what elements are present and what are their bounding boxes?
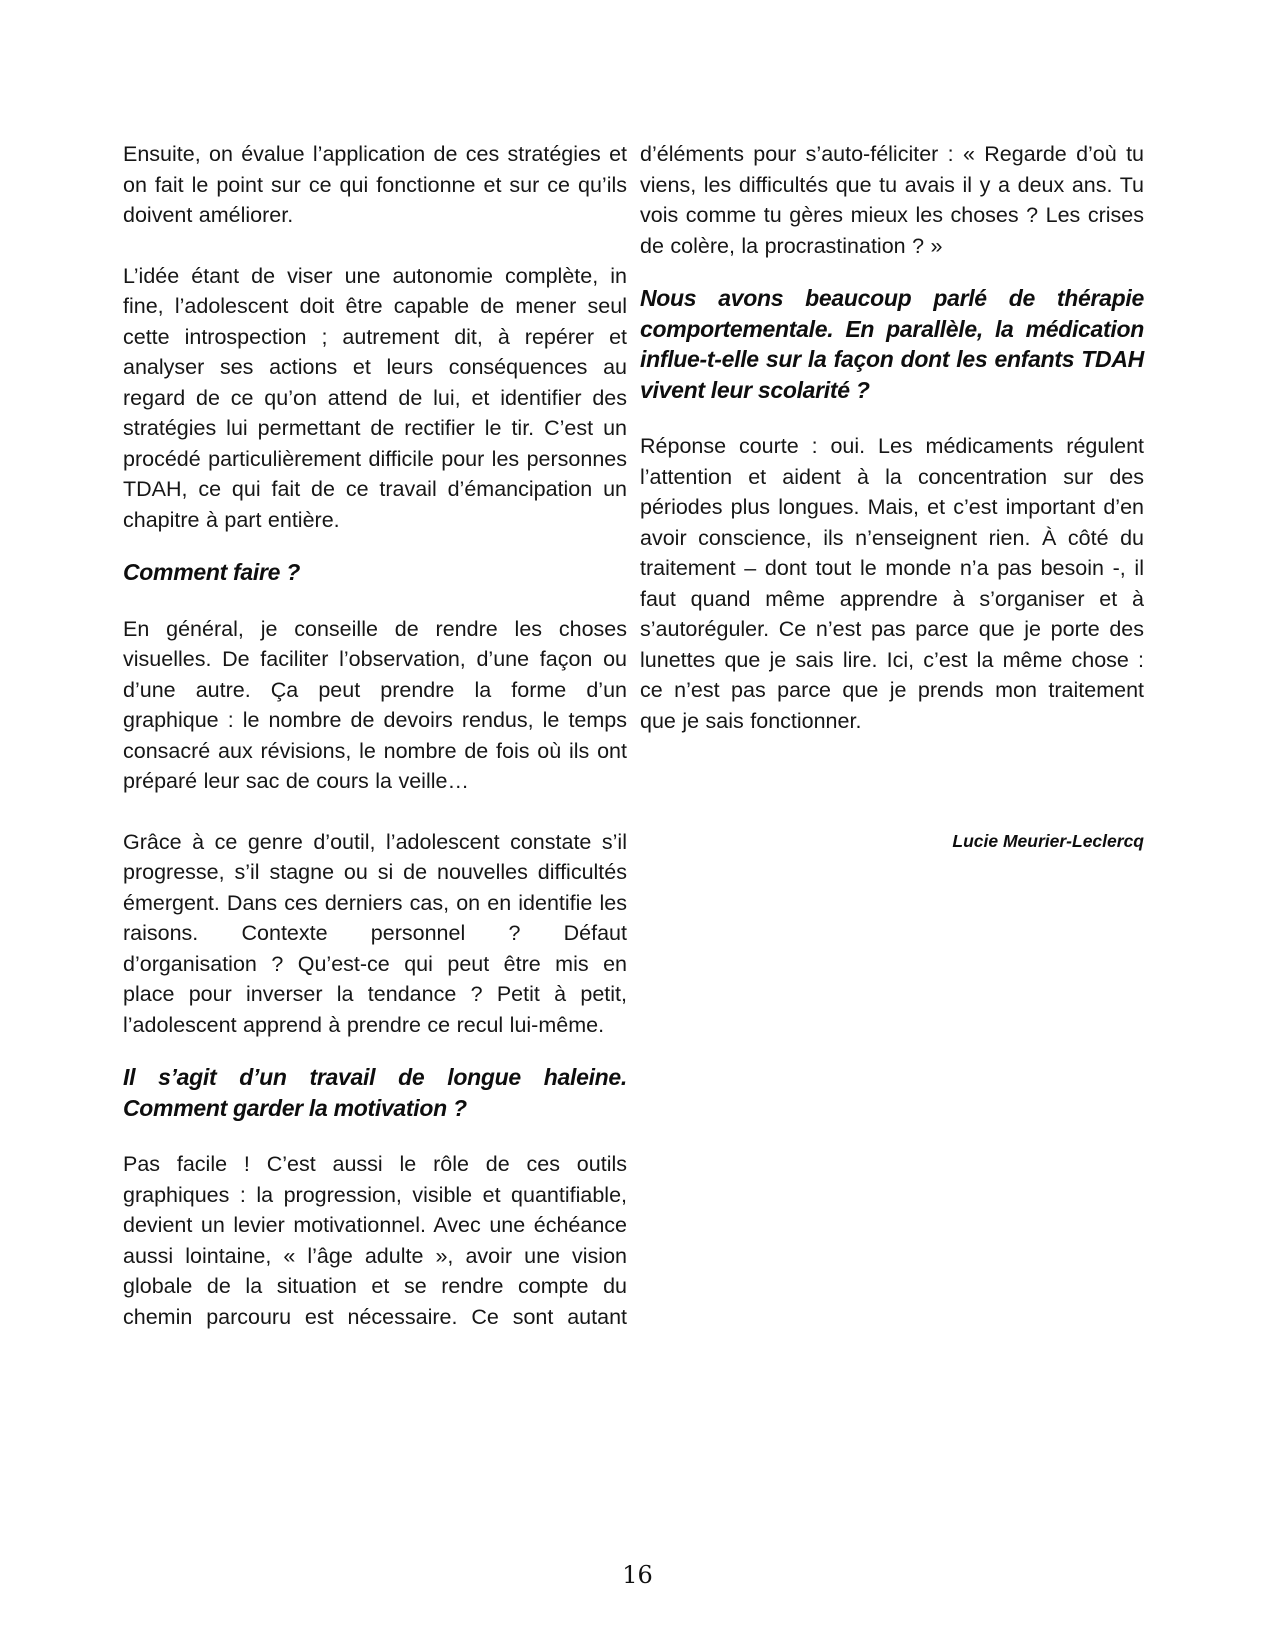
author-byline: Lucie Meurier-Leclercq (952, 831, 1144, 851)
interview-question-heading: Il s’agit d’un travail de longue haleine. Comment garder la motivation ? (123, 1064, 627, 1121)
paragraph: d’éléments pour s’auto-féliciter : « Regarde d’où tu viens, les difficultés que tu avais il y a deux ans. Tu vois comme tu gères mieux les choses ? Les crises de colère, la procrastination ? » (640, 142, 1144, 258)
article-text-content (123, 139, 1144, 1332)
paragraph: L’idée étant de viser une autonomie complète, in fine, l’adolescent doit être capable de mener seul cette introspection ; autrement dit, à repérer et analyser ses actions et leurs conséquences au regard de ce qu’on attend de lui, et identifier des stratégies lui permettant de rectifier le tir. C’est un procédé particulièrement difficile pour les personnes TDAH, ce qui fait de ce travail d’émancipation un chapitre à part entière. (123, 263, 627, 532)
left-column (123, 139, 627, 1332)
interview-question-heading: Nous avons beaucoup parlé de thérapie comportementale. En parallèle, la médication influe-t-elle sur la façon dont les enfants TDAH vivent leur scolarité ? (640, 285, 1144, 403)
paragraph: Ensuite, on évalue l’application de ces stratégies et on fait le point sur ce qui fonctionne et sur ce qu’ils doivent améliorer. (123, 142, 627, 227)
paragraph: Pas facile ! C’est aussi le rôle de ces outils graphiques : la progression, visible et quantifiable, devient un levier motivationnel. Avec une échéance aussi lointaine, « l’âge adulte », avoir une vision globale de la situation et se rendre compte du chemin parcouru est nécessaire. Ce sont autant (123, 1152, 627, 1329)
right-column (640, 139, 1144, 1332)
paragraph: En général, je conseille de rendre les choses visuelles. De faciliter l’observation, d’une façon ou d’une autre. Ça peut prendre la forme d’un graphique : le nombre de devoirs rendus, le temps consacré aux révisions, le nombre de fois où ils ont préparé leur sac de cours la veille… (123, 616, 627, 793)
interview-question-heading: Comment faire ? (123, 559, 300, 585)
paragraph: Réponse courte : oui. Les médicaments régulent l’attention et aident à la concentration sur des périodes plus longues. Mais, et c’est important d’en avoir conscience, ils n’enseignent rien. À côté du traitement – dont tout le monde n’a pas besoin -, il faut quand même apprendre à s’organiser et à s’autoréguler. Ce n’est pas parce que je porte des lunettes que je sais lire. Ici, c’est la même chose : ce n’est pas parce que je prends mon traitement que je sais fonctionner. (640, 434, 1144, 733)
paragraph: Grâce à ce genre d’outil, l’adolescent constate s’il progresse, s’il stagne ou si de nouvelles difficultés émergent. Dans ces derniers cas, on en identifie les raisons. Contexte personnel ? Défaut d’organisation ? Qu’est-ce qui peut être mis en place pour inverser la tendance ? Petit à petit, l’adolescent apprend à prendre ce recul lui-même. (123, 829, 627, 1037)
page-number: 16 (622, 1561, 653, 1589)
